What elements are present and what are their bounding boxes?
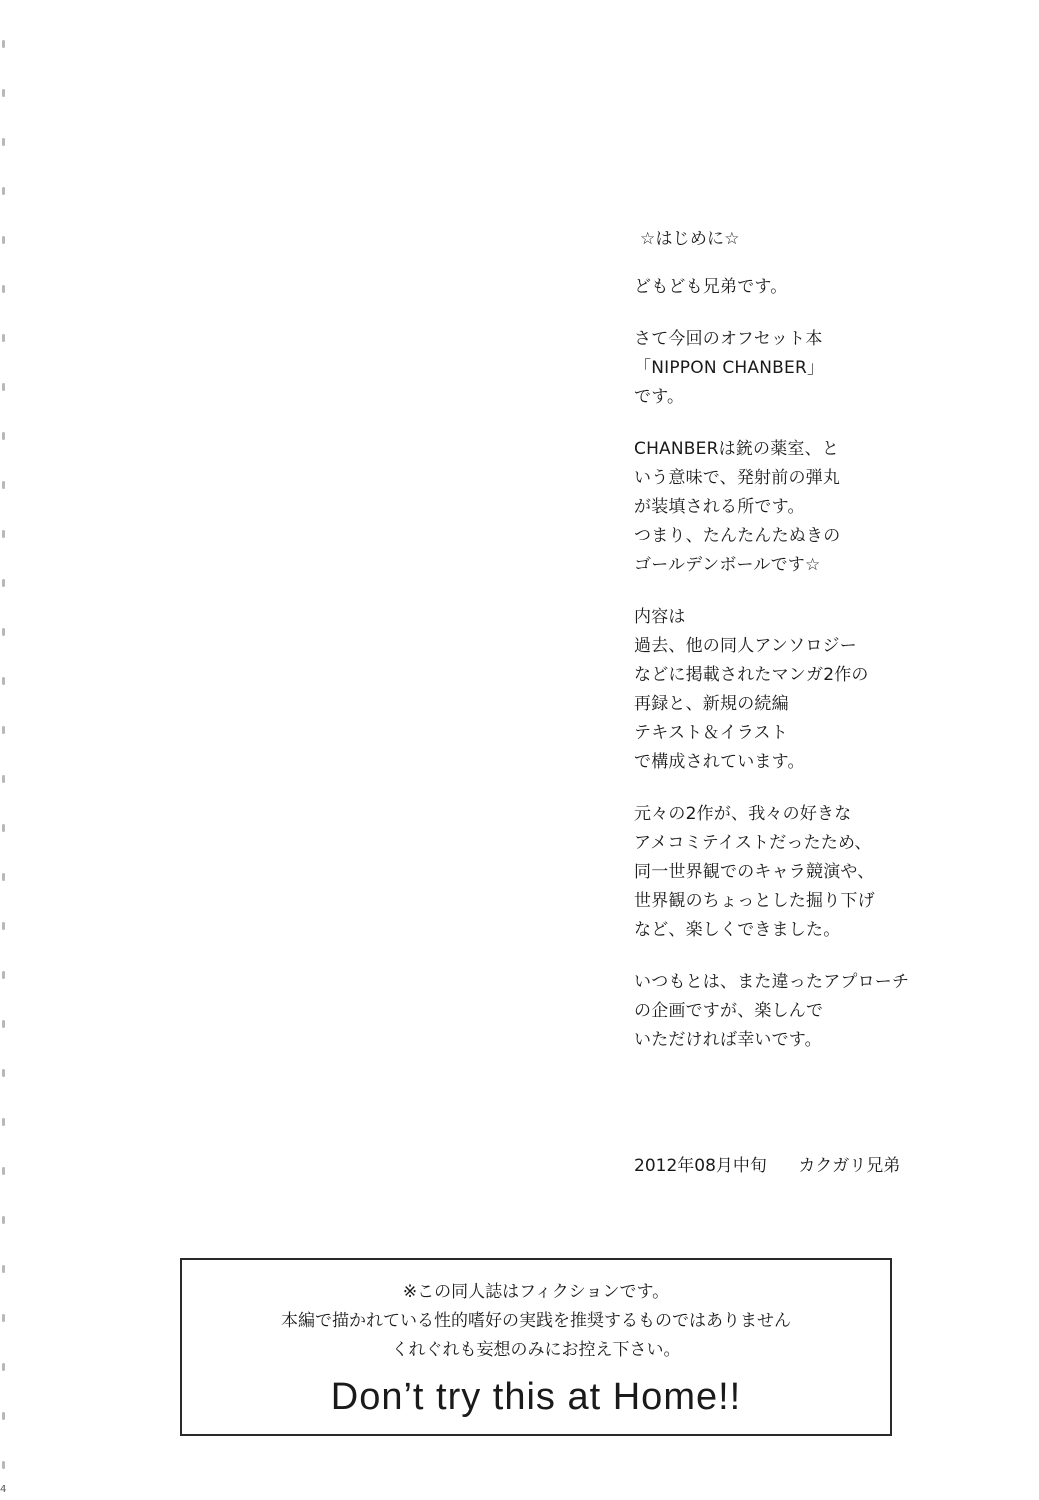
intro-paragraph bbox=[634, 800, 1014, 945]
disclaimer-slogan: Don’t try this at Home!! bbox=[330, 1376, 742, 1418]
disclaimer-line: ※この同人誌はフィクションです。 bbox=[402, 1282, 670, 1302]
binding-mark bbox=[2, 1363, 5, 1371]
binding-mark bbox=[2, 334, 5, 342]
intro-paragraph bbox=[634, 273, 1014, 302]
binding-edge-marks bbox=[0, 0, 10, 1500]
binding-mark bbox=[2, 89, 5, 97]
text-line: ゴールデンボールです☆ bbox=[634, 555, 821, 575]
intro-paragraph bbox=[634, 325, 1014, 412]
binding-mark bbox=[2, 1167, 5, 1175]
text-line: 再録と、新規の続編 bbox=[634, 694, 789, 714]
binding-mark bbox=[2, 40, 5, 48]
text-line: CHANBERは銃の薬室、と bbox=[634, 439, 840, 459]
text-line: などに掲載されたマンガ2作の bbox=[634, 665, 869, 685]
binding-mark bbox=[2, 187, 5, 195]
binding-mark bbox=[2, 1314, 5, 1322]
binding-mark bbox=[2, 1412, 5, 1420]
binding-mark bbox=[2, 1118, 5, 1126]
disclaimer-line: 本編で描かれている性的嗜好の実践を推奨するものではありません bbox=[281, 1311, 791, 1331]
text-line: 内容は bbox=[634, 607, 686, 627]
text-line: 世界観のちょっとした掘り下げ bbox=[634, 891, 875, 911]
text-line: で構成されています。 bbox=[634, 752, 805, 772]
binding-mark bbox=[2, 138, 5, 146]
binding-mark bbox=[2, 726, 5, 734]
binding-mark bbox=[2, 1265, 5, 1273]
intro-paragraph bbox=[634, 968, 1014, 1055]
text-line: です。 bbox=[634, 387, 685, 407]
intro-heading: ☆はじめに☆ bbox=[640, 229, 740, 249]
page-number: 4 bbox=[0, 1484, 7, 1495]
binding-mark bbox=[2, 971, 5, 979]
text-line: さて今回のオフセット本 bbox=[634, 329, 823, 349]
binding-mark bbox=[2, 579, 5, 587]
binding-mark bbox=[2, 236, 5, 244]
signoff bbox=[634, 1152, 900, 1181]
binding-mark bbox=[2, 873, 5, 881]
signoff-date: 2012年08月中旬 bbox=[634, 1156, 767, 1176]
text-line: 元々の2作が、我々の好きな bbox=[634, 804, 852, 824]
text-line: いただければ幸いです。 bbox=[634, 1030, 822, 1050]
binding-mark bbox=[2, 481, 5, 489]
binding-mark bbox=[2, 285, 5, 293]
disclaimer-box bbox=[180, 1258, 892, 1436]
text-line: つまり、たんたんたぬきの bbox=[634, 526, 841, 546]
binding-mark bbox=[2, 628, 5, 636]
binding-mark bbox=[2, 383, 5, 391]
binding-mark bbox=[2, 1069, 5, 1077]
binding-mark bbox=[2, 432, 5, 440]
intro-paragraph bbox=[634, 603, 1014, 777]
intro-section bbox=[634, 225, 1014, 1078]
text-line: 同一世界観でのキャラ競演や、 bbox=[634, 862, 875, 882]
binding-mark bbox=[2, 677, 5, 685]
binding-mark bbox=[2, 775, 5, 783]
text-line: アメコミテイストだったため、 bbox=[634, 833, 872, 853]
text-line: 「NIPPON CHANBER」 bbox=[634, 358, 825, 378]
binding-mark bbox=[2, 922, 5, 930]
text-line: が装填される所です。 bbox=[634, 497, 805, 517]
text-line: 過去、他の同人アンソロジー bbox=[634, 636, 857, 656]
text-line: テキスト＆イラスト bbox=[634, 723, 788, 743]
intro-paragraph bbox=[634, 435, 1014, 580]
binding-mark bbox=[2, 1461, 5, 1469]
text-line: どもども兄弟です。 bbox=[634, 277, 788, 297]
disclaimer-text bbox=[182, 1260, 890, 1421]
text-line: など、楽しくできました。 bbox=[634, 920, 841, 940]
binding-mark bbox=[2, 824, 5, 832]
text-line: の企画ですが、楽しんで bbox=[634, 1001, 824, 1021]
disclaimer-line: くれぐれも妄想のみにお控え下さい。 bbox=[391, 1340, 681, 1360]
binding-mark bbox=[2, 530, 5, 538]
binding-mark bbox=[2, 1020, 5, 1028]
text-line: いう意味で、発射前の弾丸 bbox=[634, 468, 841, 488]
binding-mark bbox=[2, 1216, 5, 1224]
text-line: いつもとは、また違ったアプローチ bbox=[634, 972, 910, 992]
signoff-author: カクガリ兄弟 bbox=[798, 1156, 901, 1176]
